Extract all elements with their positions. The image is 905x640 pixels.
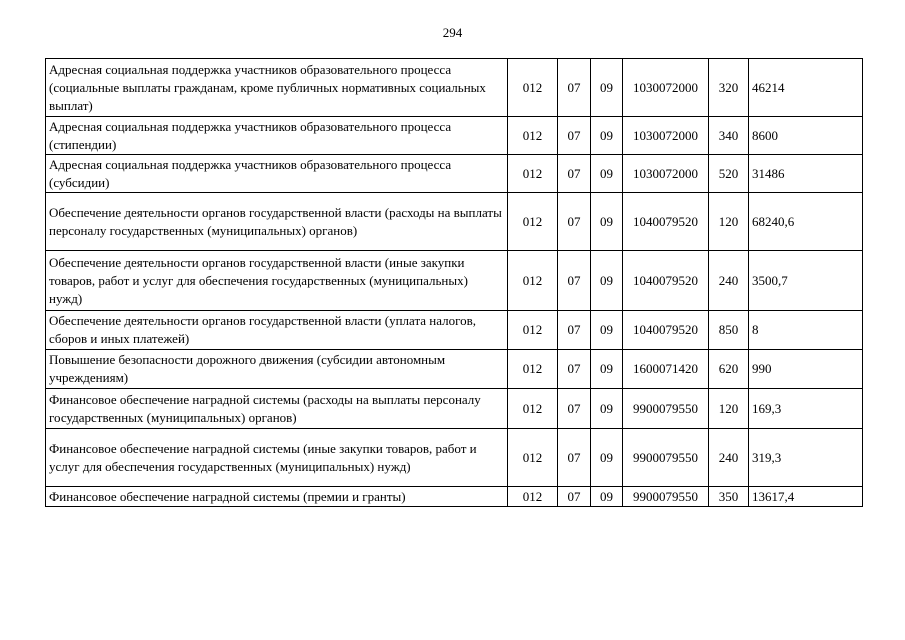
expense-name: Обеспечение деятельности органов государственной власти (расходы на выплаты персоналу государственных (муниципальных) органов)	[46, 193, 508, 251]
section-code: 07	[558, 429, 591, 487]
expense-type-code: 340	[709, 117, 749, 155]
subsection-code: 09	[591, 350, 623, 389]
expense-name: Адресная социальная поддержка участников образовательного процесса (стипендии)	[46, 117, 508, 155]
table-row	[46, 350, 863, 389]
table-row	[46, 117, 863, 155]
expense-name: Обеспечение деятельности органов государственной власти (уплата налогов, сборов и иных платежей)	[46, 311, 508, 350]
section-code: 07	[558, 311, 591, 350]
amount: 46214	[749, 59, 863, 117]
target-article-code: 9900079550	[623, 429, 709, 487]
expense-name: Финансовое обеспечение наградной системы (расходы на выплаты персоналу государственных (муниципальных) органов)	[46, 389, 508, 429]
expense-type-code: 240	[709, 429, 749, 487]
target-article-code: 1040079520	[623, 193, 709, 251]
amount: 68240,6	[749, 193, 863, 251]
table-row	[46, 251, 863, 311]
expense-type-code: 240	[709, 251, 749, 311]
section-code: 07	[558, 193, 591, 251]
ministry-code: 012	[508, 389, 558, 429]
table-row	[46, 311, 863, 350]
section-code: 07	[558, 251, 591, 311]
ministry-code: 012	[508, 117, 558, 155]
table-row	[46, 429, 863, 487]
target-article-code: 1030072000	[623, 117, 709, 155]
target-article-code: 9900079550	[623, 487, 709, 507]
subsection-code: 09	[591, 389, 623, 429]
ministry-code: 012	[508, 251, 558, 311]
ministry-code: 012	[508, 350, 558, 389]
table-row	[46, 487, 863, 507]
table-row	[46, 155, 863, 193]
expense-type-code: 850	[709, 311, 749, 350]
amount: 13617,4	[749, 487, 863, 507]
section-code: 07	[558, 155, 591, 193]
ministry-code: 012	[508, 59, 558, 117]
ministry-code: 012	[508, 429, 558, 487]
subsection-code: 09	[591, 429, 623, 487]
expense-name: Обеспечение деятельности органов государственной власти (иные закупки товаров, работ и услуг для обеспечения государственных (муниципальных) нужд)	[46, 251, 508, 311]
amount: 3500,7	[749, 251, 863, 311]
target-article-code: 1040079520	[623, 251, 709, 311]
ministry-code: 012	[508, 487, 558, 507]
expense-name: Финансовое обеспечение наградной системы (премии и гранты)	[46, 487, 508, 507]
section-code: 07	[558, 487, 591, 507]
subsection-code: 09	[591, 59, 623, 117]
expense-type-code: 620	[709, 350, 749, 389]
ministry-code: 012	[508, 193, 558, 251]
subsection-code: 09	[591, 155, 623, 193]
target-article-code: 9900079550	[623, 389, 709, 429]
section-code: 07	[558, 389, 591, 429]
expense-type-code: 320	[709, 59, 749, 117]
subsection-code: 09	[591, 117, 623, 155]
expense-type-code: 520	[709, 155, 749, 193]
amount: 8600	[749, 117, 863, 155]
amount: 169,3	[749, 389, 863, 429]
expense-type-code: 350	[709, 487, 749, 507]
page-number: 294	[442, 25, 463, 40]
subsection-code: 09	[591, 251, 623, 311]
section-code: 07	[558, 350, 591, 389]
subsection-code: 09	[591, 193, 623, 251]
subsection-code: 09	[591, 487, 623, 507]
expense-name: Финансовое обеспечение наградной системы (иные закупки товаров, работ и услуг для обеспечения государственных (муниципальных) нужд)	[46, 429, 508, 487]
budget-table	[45, 58, 863, 507]
amount: 8	[749, 311, 863, 350]
amount: 319,3	[749, 429, 863, 487]
expense-name: Повышение безопасности дорожного движения (субсидии автономным учреждениям)	[46, 350, 508, 389]
target-article-code: 1600071420	[623, 350, 709, 389]
section-code: 07	[558, 117, 591, 155]
section-code: 07	[558, 59, 591, 117]
ministry-code: 012	[508, 155, 558, 193]
table-row	[46, 389, 863, 429]
table-row	[46, 59, 863, 117]
target-article-code: 1030072000	[623, 59, 709, 117]
amount: 990	[749, 350, 863, 389]
table-row	[46, 193, 863, 251]
subsection-code: 09	[591, 311, 623, 350]
target-article-code: 1030072000	[623, 155, 709, 193]
target-article-code: 1040079520	[623, 311, 709, 350]
expense-name: Адресная социальная поддержка участников образовательного процесса (социальные выплаты гражданам, кроме публичных нормативных социальных выплат)	[46, 59, 508, 117]
amount: 31486	[749, 155, 863, 193]
expense-type-code: 120	[709, 389, 749, 429]
expense-name: Адресная социальная поддержка участников образовательного процесса (субсидии)	[46, 155, 508, 193]
expense-type-code: 120	[709, 193, 749, 251]
ministry-code: 012	[508, 311, 558, 350]
